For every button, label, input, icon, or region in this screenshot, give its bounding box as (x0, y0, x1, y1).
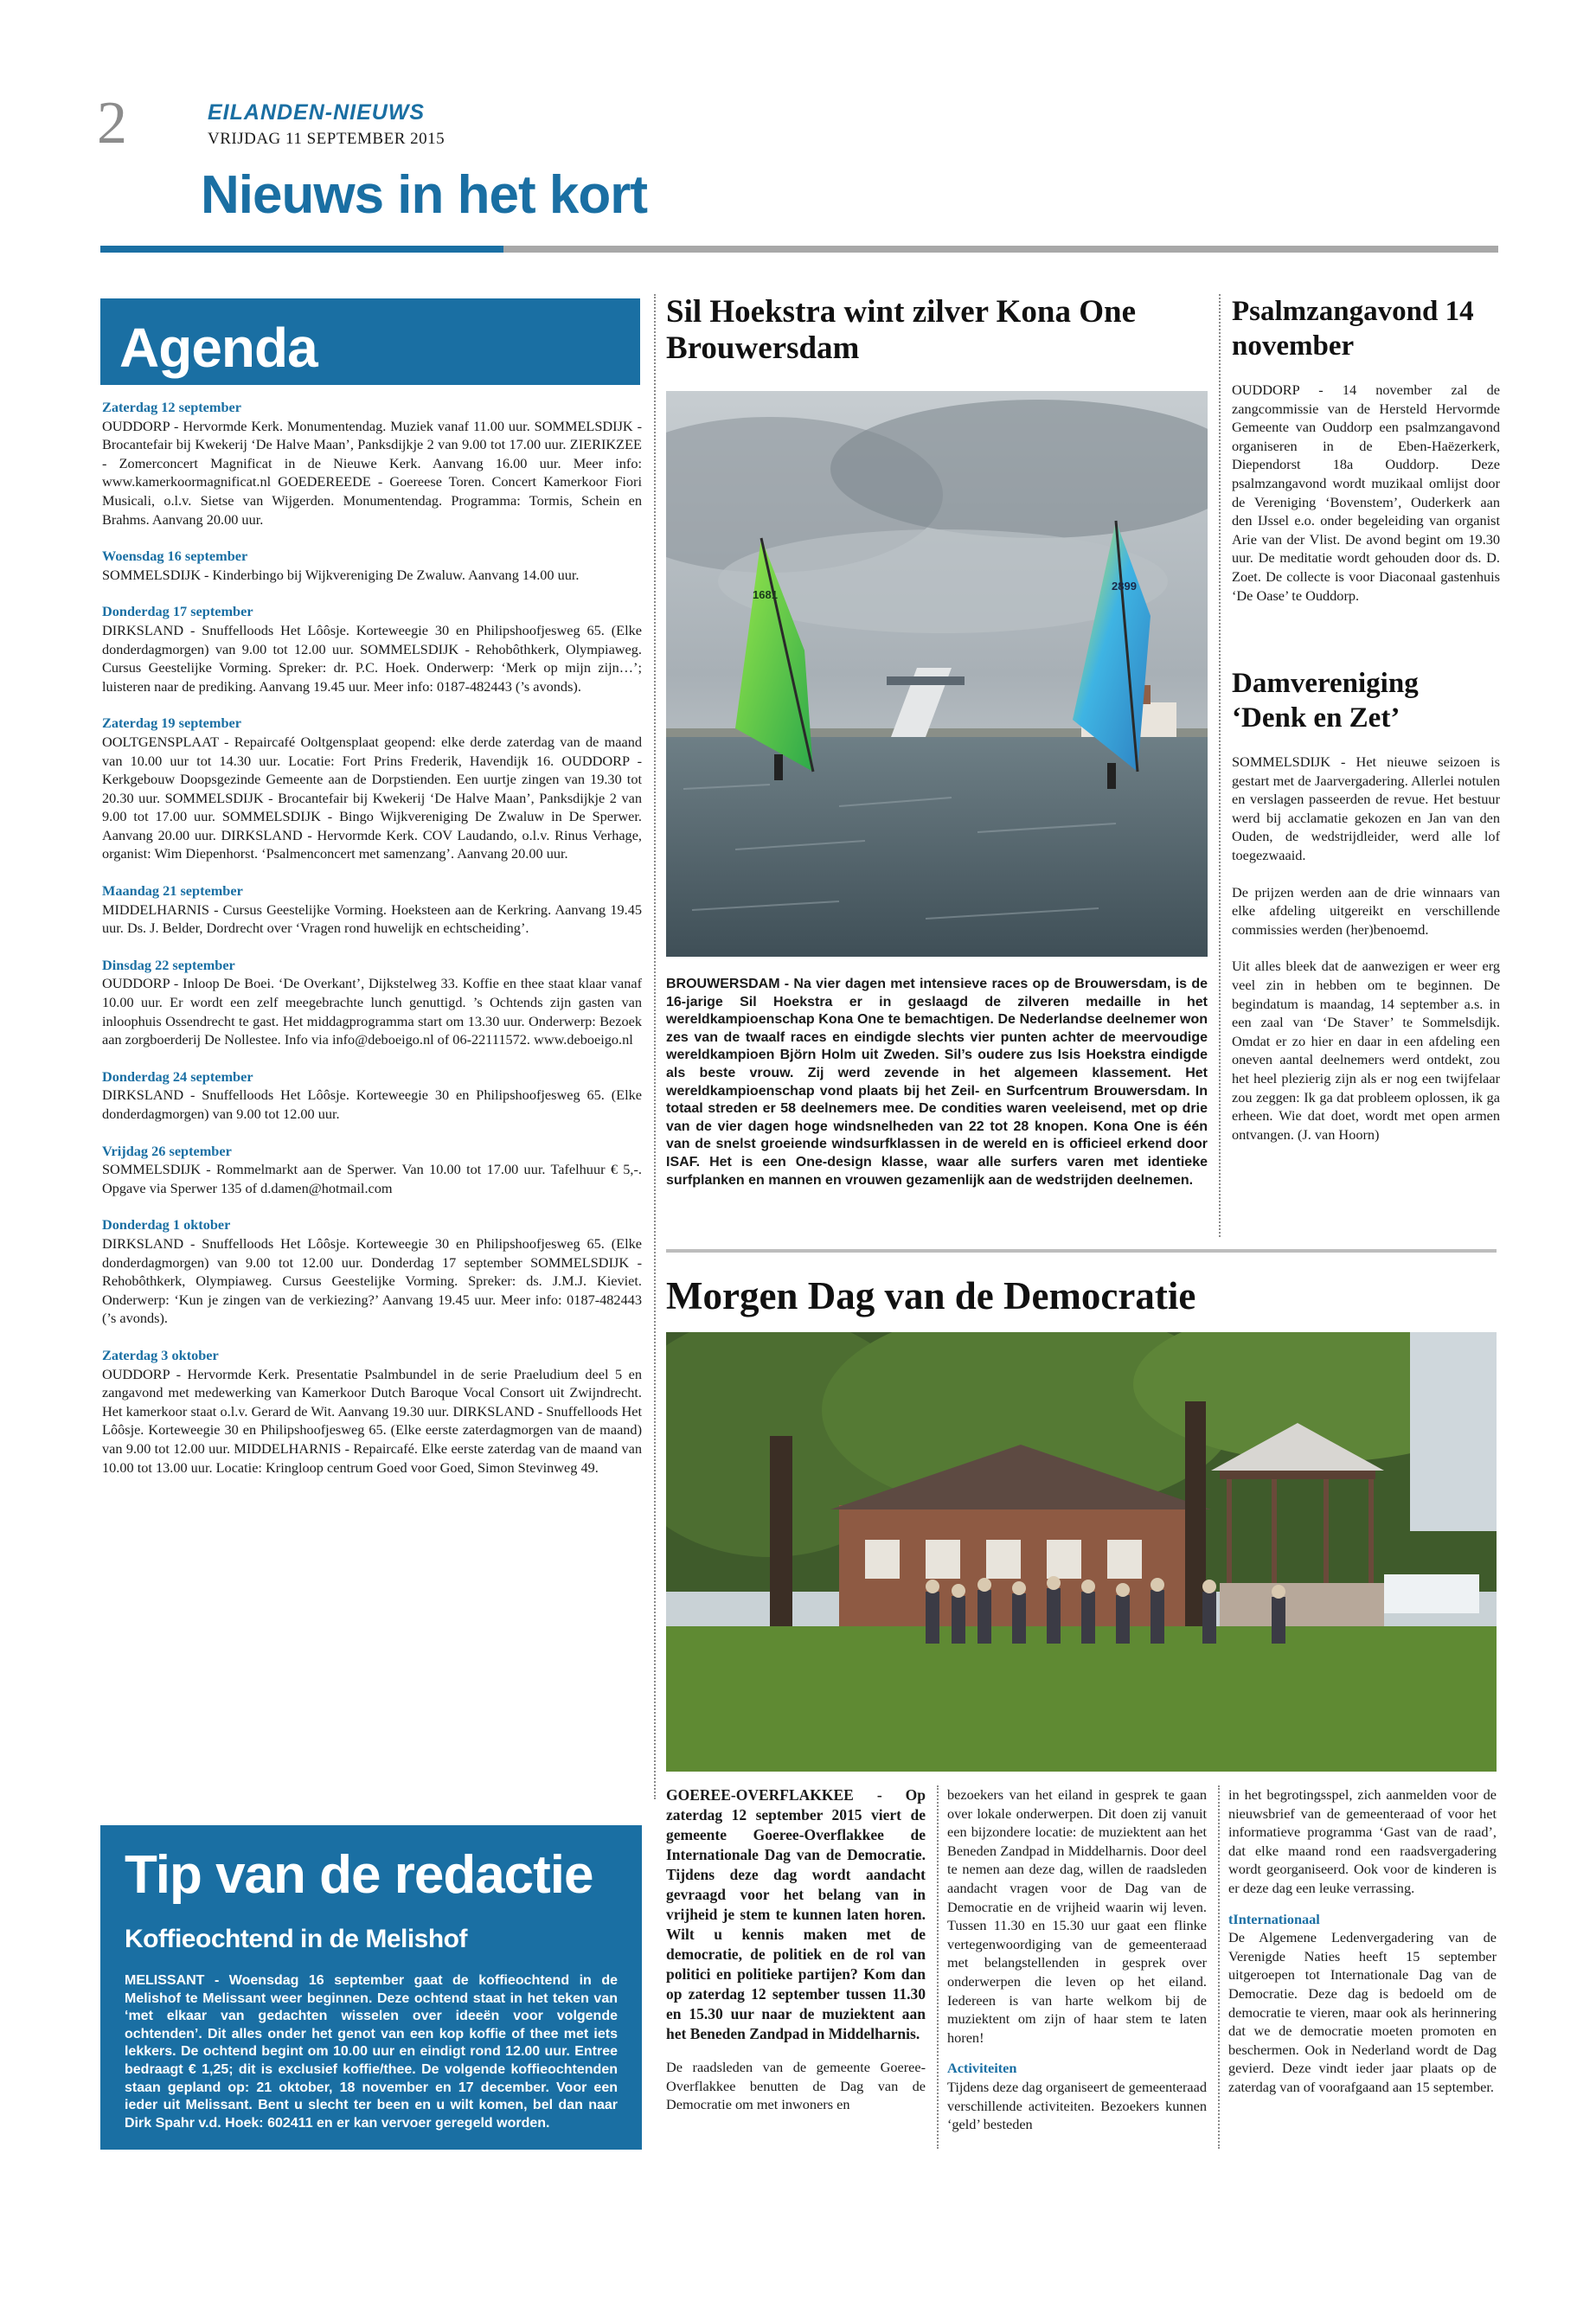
agenda-text: OUDDORP - Hervormde Kerk. Presentatie Psalmbundel in de serie Praeludium deel 5 en zangavond met medewerking van Kamerkoor Dutch Baroque Vocal Consort uit Zwijndrecht. Het kamerkoor staat o.l.v. Gerard de Wit. Aanvang 19.30 uur. DIRKSLAND - Snuffelloods Het Lôôsje. Korteweegie 30 en Philipshoofjesweg 65. (Elke eerste zaterdagmorgen van de maand) van 9.00 tot 12.00 uur. MIDDELHARNIS - Repaircafé. Elke eerste zaterdag van de maand van 10.00 tot 13.00 uur. Locatie: Kringloop centrum Goed voor Goed, Simon Stevinweg 49. (102, 1365, 642, 1476)
psalm-article-title: Psalmzangavond 14 november (1232, 296, 1474, 362)
agenda-text: OOLTGENSPLAAT - Repaircafé Ooltgensplaat geopend: elke derde zaterdag van de maand van 10.00 uur tot 14.30 uur. Locatie: Fort Prins Frederik, Havendijk 16. OUDDORP - Kerkgebouw Doopsgezinde Gemeente aan de Dorpstienden. Een uurtje zingen van 19.30 tot 20.30 uur. SOMMELSDIJK - Brocantefair bij Kwekerij ‘De Halve Maan’, Panksdijkje 2 van 9.00 tot 17.00 uur. SOMMELSDIJK - Bingo Wijkvereniging De Zwaluw in De Sperwer. Aanvang 20.00 uur. DIRKSLAND - Hervormde Kerk. COV Laudando, o.l.v. Rinus Verhage, organist: Wim Diepenhorst. ‘Psalmenconcert met samenzang’. Aanvang 20.00 uur. (102, 733, 642, 862)
agenda-item (102, 714, 642, 863)
democratie-article-title: Morgen Dag van de Democratie (666, 1274, 1196, 1317)
agenda-item (102, 881, 642, 938)
agenda-item (102, 547, 642, 584)
header-rule-blue (100, 246, 503, 253)
democratie-subhead-internationaal: tInternationaal (1228, 1910, 1320, 1927)
agenda-text: OUDDORP - Inloop De Boei. ‘De Overkant’, Dijkstelweg 33. Koffie en thee staat klaar vanaf 10.00 uur. Er wordt een zelf meegebrachte lunch genuttigd. ’s Ochtends zijn gasten van inloophuis Ossendrecht te gast. Het middagprogramma start om 13.30 uur. Onderwerp: Bezoek aan zorgboerderij De Nollestee. Info via info@deboeigo.nl of 06-22111572. www.deboeigo.nl (102, 975, 642, 1048)
tip-subtitle: Koffieochtend in de Melishof (125, 1925, 467, 1953)
agenda-item (102, 1346, 642, 1477)
agenda-date: Donderdag 24 september (102, 1067, 253, 1085)
democratie-column-3 (1228, 1785, 1497, 2097)
section-title: Nieuws in het kort (201, 165, 647, 225)
column-separator (1218, 1785, 1220, 2149)
agenda-date: Zaterdag 19 september (102, 715, 241, 732)
agenda-text: OUDDORP - Hervormde Kerk. Monumentendag. Muziek vanaf 11.00 uur. SOMMELSDIJK - Brocantefair bij Kwekerij ‘De Halve Maan’, Panksdijkje 2 van 9.00 tot 17.00 uur. ZIERIKZEE - Zomerconcert Magnificat in de Nieuwe Kerk. Aanvang 16.00 uur. Meer info: www.kamerkoormagnificat.nl GOEDEREEDE - Goereese Toren. Concert Kamerkoor Fiori Musicali, o.l.v. Sietse van Wijgerden. Monumentendag. Programma: Tormis, Schein en Brahms. Aanvang 20.00 uur. (102, 417, 642, 528)
dam-paragraph: Uit alles bleek dat de aanwezigen er weer erg veel zin in hebben om te beginnen. De begindatum is maandag, 14 september a.s. in een zaal van ‘De Staver’ te Sommelsdijk. Omdat er zo hier en daar in een afdeling een oneven aantal deelnemers werd ontdekt, zou het heel plezierig zijn als er nog een twijfelaar zou zeggen: Ik ga dat probleem oplossen, ik ga erheen. Wie dat doet, wordt met open armen ontvangen. (J. van Hoorn) (1232, 958, 1500, 1143)
agenda-item (102, 956, 642, 1049)
newspaper-brand: EILANDEN-NIEUWS (208, 100, 426, 125)
tip-body: MELISSANT - Woensdag 16 september gaat de koffieochtend in de Melishof te Melissant weer beginnen. Deze ochtend staat in het teken van ‘met elkaar van gedachten wisselen over ideeën voor volgende ochtenden’. Dit alles onder het genot van een kop koffie of thee met iets lekkers. De ochtend begint om 10.00 uur en eindigt rond 12.00 uur. Entree bedraagt € 1,25; dit is exclusief koffie/thee. De volgende koffieochtenden staan gepland op: 21 oktober, 18 november en 17 december. Voor een ieder uit Melissant. Bent u slecht ter been en u wilt komen, bel dan naar Dirk Spahr v.d. Hoek: 602411 en er kan vervoer geregeld worden. (125, 1973, 618, 2131)
agenda-item (102, 398, 642, 529)
article-separator (666, 1249, 1497, 1253)
sil-article-title: Sil Hoekstra wint zilver Kona One Brouwersdam (666, 294, 1137, 366)
democratie-text: Tijdens deze dag organiseert de gemeenteraad verschillende activiteiten. Bezoekers kunnen ‘geld’ besteden (947, 2078, 1207, 2133)
issue-date: VRIJDAG 11 SEPTEMBER 2015 (208, 130, 445, 148)
page-number: 2 (97, 90, 127, 157)
agenda-text: SOMMELSDIJK - Kinderbingo bij Wijkvereniging De Zwaluw. Aanvang 14.00 uur. (102, 566, 580, 583)
dam-article-body (1232, 753, 1500, 1162)
agenda-list (102, 398, 642, 1495)
democratie-subhead-activiteiten: Activiteiten (947, 2060, 1017, 2077)
agenda-date: Dinsdag 22 september (102, 956, 235, 973)
bandstand-photo (666, 1332, 1497, 1772)
agenda-text: DIRKSLAND - Snuffelloods Het Lôôsje. Korteweegie 30 en Philipshoofjesweg 65. (Elke donderdagmorgen) van 9.00 tot 12.00 uur. (102, 1086, 642, 1122)
democratie-text: in het begrotingsspel, zich aanmelden voor de nieuwsbrief van de gemeenteraad of voor het informatieve programma ‘Gast van de raad’, dat elke maand rond een raadsvergadering wordt georganiseerd. Ook voor de kinderen is er deze dag een leuke verrassing. (1228, 1786, 1497, 1896)
sail-number-green: 1681 (753, 588, 778, 601)
sil-caption: BROUWERSDAM - Na vier dagen met intensieve races op de Brouwersdam, is de 16-jarige Sil Hoekstra er in geslaagd de zilveren medaille in het wereldkampioenschap Kona One te bemachtigen. De Nederlandse deelnemer won zes van de twaalf races en eindigde slechts vier punten achter de meervoudige wereldkampioen Björn Holm uit Zweden. Sil’s oudere zus Isis Hoekstra eindigde als beste vrouw. Zij werd zevende in het algemeen klassement. Het wereldkampioenschap vond plaats bij het Zeil- en Surfcentrum Brouwersdam. In totaal streden er 58 deelnemers mee. De condities waren veeleisend, met op drie van de vier dagen hoge windsnelheden van 22 tot 28 knopen. Kona One is één van de snelst groeiende windsurfklassen in de wereld en is officieel erkend door ISAF. Het is een One-design klasse, waar alle surfers varen met identieke surfplanken en mannen en vrouwen gezamenlijk aan de wedstrijden deelnemen. (666, 977, 1208, 1188)
windsurf-photo (666, 391, 1208, 957)
dam-paragraph: De prijzen werden aan de drie winnaars van elke afdeling uitgereikt en verschillende commissies werden (her)benoemd. (1232, 883, 1500, 938)
agenda-date: Woensdag 16 september (102, 548, 248, 565)
column-separator (654, 294, 656, 1799)
agenda-heading: Agenda (100, 298, 640, 385)
democratie-lead: GOEREE-OVERFLAKKEE - Op zaterdag 12 september 2015 viert de gemeente Goeree-Overflakkee de Internationale Dag van de Democratie. Tijdens deze dag wordt aandacht gevraagd voor het belang van in vrijheid je stem te kunnen laten horen. Wilt u kennis maken met de democratie, de politiek en de rol van politici en politieke partijen? Kom dan op zaterdag 12 september tussen 11.30 en 15.30 uur naar de muziektent aan het Beneden Zandpad in Middelharnis. (666, 1786, 926, 2042)
sail-number-blue: 2899 (1112, 580, 1137, 593)
democratie-column-1 (666, 1785, 926, 2114)
agenda-date: Vrijdag 26 september (102, 1142, 232, 1159)
agenda-date: Maandag 21 september (102, 882, 243, 900)
agenda-item (102, 1215, 642, 1328)
agenda-item (102, 1067, 642, 1124)
democratie-text: De raadsleden van de gemeente Goeree-Overflakkee benutten de Dag van de Democratie om met inwoners en (666, 2059, 926, 2113)
democratie-text: bezoekers van het eiland in gesprek te gaan over lokale onderwerpen. Dit doen zij vanuit een bijzondere locatie: de muziektent aan het Beneden Zandpad in Middelharnis. Door deel te nemen aan deze dag, willen de raadsleden aandacht vragen voor de Dag van de Democratie en de vrijheid waarin wij leven. Tussen 11.30 en 15.30 uur gaat een flinke vertegenwoordiging van de gemeenteraad met belangstellenden in gesprek over onderwerpen die leven op het eiland. Iedereen is van harte welkom bij de muziektent om zijn of haar stem te laten horen! (947, 1786, 1207, 2046)
column-separator (1219, 294, 1221, 1237)
agenda-date: Zaterdag 12 september (102, 399, 241, 415)
agenda-text: MIDDELHARNIS - Cursus Geestelijke Vorming. Hoeksteen aan de Kerkring. Aanvang 19.45 uur. Ds. J. Belder, Dordrecht over ‘Vragen rond huwelijk en echtscheiding’. (102, 901, 642, 937)
tip-title: Tip van de redactie (125, 1845, 593, 1905)
democratie-column-2 (947, 1785, 1207, 2134)
agenda-item (102, 1142, 642, 1198)
agenda-date: Donderdag 1 oktober (102, 1216, 231, 1234)
tip-box (100, 1825, 642, 2150)
agenda-item (102, 602, 642, 695)
agenda-text: DIRKSLAND - Snuffelloods Het Lôôsje. Korteweegie 30 en Philipshoofjesweg 65. (Elke donderdagmorgen) van 9.00 tot 12.00 uur. SOMMELSDIJK - Rehobôthkerk, Olympiaweg. Cursus Geestelijke Vorming. Spreker: dr. P.C. Hoek. Onderwerp: ‘Merk op mijn zijn…’; luisteren naar de prediking. Aanvang 19.45 uur. Meer info: 0187-482443 (’s avonds). (102, 621, 642, 695)
agenda-text: SOMMELSDIJK - Rommelmarkt aan de Sperwer. Van 10.00 tot 17.00 uur. Tafelhuur € 5,-. Opgave via Sperwer 135 of d.damen@hotmail.com (102, 1161, 642, 1196)
header-rule-grey (503, 246, 1498, 253)
agenda-date: Donderdag 17 september (102, 603, 253, 620)
dam-paragraph: SOMMELSDIJK - Het nieuwe seizoen is gestart met de Jaarvergadering. Allerlei notulen en verslagen passeerden de revue. Het bestuur werd bij acclamatie gekozen en Jan van den Ouden, de wedstrijdleider, werd alle lof toegezwaaid. (1232, 753, 1500, 863)
agenda-text: DIRKSLAND - Snuffelloods Het Lôôsje. Korteweegie 30 en Philipshoofjesweg 65. (Elke donderdagmorgen) van 9.00 tot 12.00 uur. Donderdag 17 september SOMMELSDIJK - Rehobôthkerk, Olympiaweg. Cursus Geestelijke Vorming. Spreker: ds. J.M.J. Kieviet. Onderwerp: ‘Kun je zingen van de verkiezing?’ Aanvang 19.45 uur. Meer info: 0187-482443 (’s avonds). (102, 1234, 642, 1327)
agenda-date: Zaterdag 3 oktober (102, 1346, 219, 1363)
dam-article-title: Damvereniging ‘Denk en Zet’ (1232, 668, 1419, 734)
democratie-text: De Algemene Ledenvergadering van de Verenigde Naties heeft 15 september uitgeroepen tot Internationale Dag van de Democratie. Deze dag is bedoeld om de democratie te vieren, maar ook als herinnering dat we de democratie moeten promoten en beschermen. Ook in Nederland wordt de Dag gevierd. Deze vindt ieder jaar plaats op de zaterdag van of voorafgaand aan 15 september. (1228, 1929, 1497, 2095)
column-separator (937, 1785, 939, 2149)
psalm-article-body: OUDDORP - 14 november zal de zangcommissie van de Hersteld Hervormde Gemeente van Ouddorp een psalmzangavond organiseren in de Eben-Haëzerkerk, Diependorst 18a Ouddorp. Deze psalmzangavond wordt muzikaal omlijst door de Vereniging ‘Bovenstem’, Ouderkerk aan den IJssel e.o. onder begeleiding van organist Arie van der Vlist. De avond begint om 19.30 uur. De meditatie wordt gehouden door ds. D. Zoet. De collecte is voor Diaconaal gastenhuis ‘De Oase’ te Ouddorp. (1232, 381, 1500, 604)
